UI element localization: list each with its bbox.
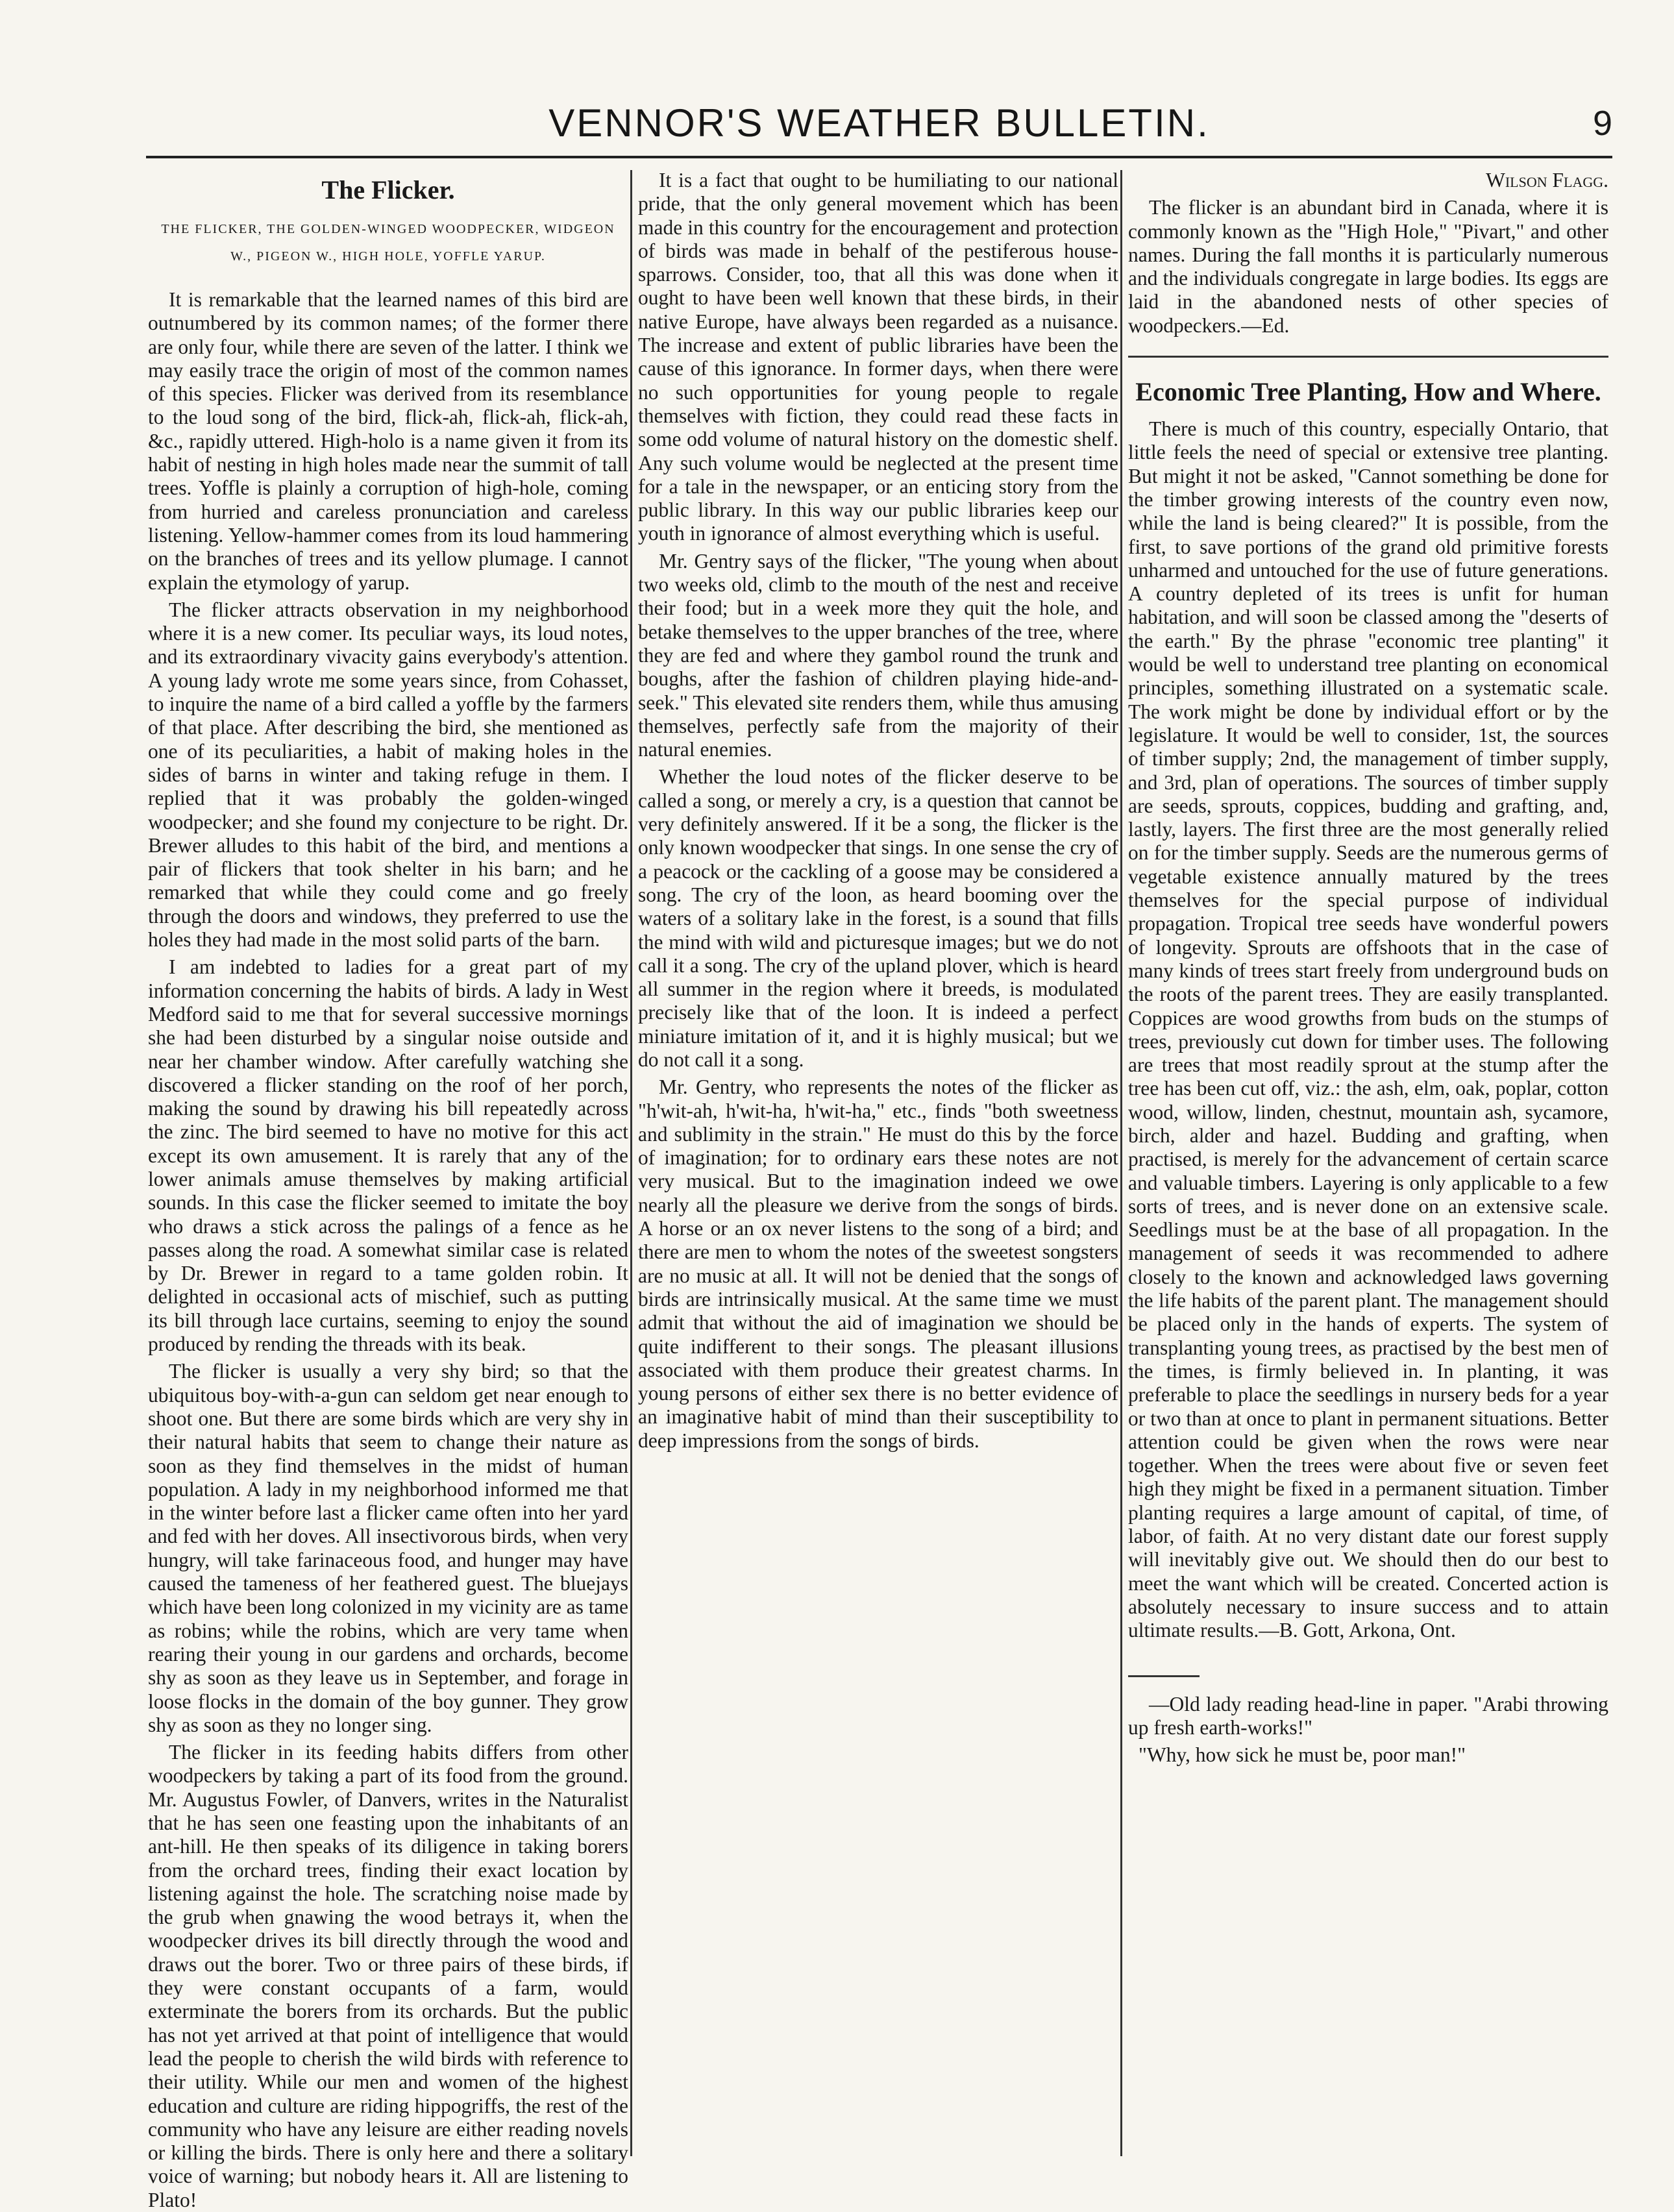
article-paragraph: Whether the loud notes of the flicker deserve to be called a song, or merely a cry, is a question that cannot be very definitely answered. If it be a song, the flicker is the only known woodpecker that sings. In one sense the cry of a peacock or the cackling of a goose may be considered a song. The cry of the loon, as heard booming over the waters of a solitary lake in the forest, is a sound that fills the mind with wild and picturesque images; but we do not call it a song. The cry of the upland plover, which is heard all summer in the region where it breeds, is modulated precisely like that of the loon. It is indeed a perfect miniature imitation of it, and it is highly musical; but we do not call it a song. <box>638 765 1118 1071</box>
column-divider <box>1120 170 1122 2156</box>
article-paragraph: The flicker attracts observation in my neighborhood where it is a new comer. Its peculiar ways, its loud notes, and its extraordinary vivacity gains everybody's attention. A young lady wrote me some years since, from Cohasset, to inquire the name of a bird called a yoffle by the farmers of that place. After describing the bird, she mentioned as one of its peculiarities, a habit of making holes in the sides of barns in winter and taking refuge in them. I replied that it was probably the golden-winged woodpecker; and she found my conjecture to be right. Dr. Brewer alludes to this habit of the bird, and mentions a pair of flickers that took shelter in his barn; and he remarked that while they could come and go freely through the doors and windows, they preferred to use the holes they had made in the most solid parts of the barn. <box>148 598 628 952</box>
article-separator <box>1128 356 1608 358</box>
article-subtitle: THE FLICKER, THE GOLDEN-WINGED WOODPECKER, WIDGEON W., PIGEON W., HIGH HOLE, YOFFLE YARUP. <box>161 222 615 264</box>
filler-text: —Old lady reading head-line in paper. "Arabi throwing up fresh earth-works!" <box>1128 1692 1608 1739</box>
column-2 <box>638 169 1118 2161</box>
short-rule <box>1128 1675 1200 1677</box>
page-header <box>146 97 1612 149</box>
column-1 <box>148 169 629 2211</box>
page-number: 9 <box>1592 104 1612 143</box>
publication-title: VENNOR'S WEATHER BULLETIN. <box>548 101 1210 145</box>
column-3 <box>1128 169 1608 2161</box>
article-paragraph: The flicker is usually a very shy bird; so that the ubiquitous boy-with-a-gun can seldom get near enough to shoot one. But there are some birds which are very shy in their natural habits that seem to change their nature as soon as they find themselves in the midst of human population. A lady in my neighborhood informed me that in the winter before last a flicker came often into her yard and fed with her doves. All insectivorous birds, when very hungry, will take farinaceous food, and hunger may have caused the tameness of her feathered guest. The bluejays which have been long colonized in my vicinity are as tame as robins; while the robins, which are very tame when rearing their young in our gardens and orchards, become shy as soon as they leave us in September, and forage in loose flocks in the domain of the boy gunner. They grow shy as soon as they no longer sing. <box>148 1360 629 1736</box>
article-paragraph: There is much of this country, especially Ontario, that little feels the need of special or extensive tree planting. But might it not be asked, "Cannot something be done for the timber growing interests of the country even now, while the land is being cleared?" It is possible, from the first, to save portions of the grand old primitive forests unharmed and untouched for the use of future generations. A country depleted of its trees is unfit for human habitation, and will soon be classed among the "deserts of the earth." By the phrase "economic tree planting" it would be well to understand tree planting on economical principles, something illustrated on a systematic scale. The work might be done by individual effort or by the legislature. It would be well to consider, 1st, the sources of timber supply; 2nd, the management of timber supply, and 3rd, plan of operations. The sources of timber supply are seeds, sprouts, coppices, budding and grafting, and, lastly, layers. The first three are the most generally relied on for the timber supply. Seeds are the numerous germs of vegetable existence annually matured by the trees themselves for the special purpose of individual propagation. Tropical tree seeds have wonderful powers of longevity. Sprouts are offshoots that in the case of many kinds of trees start freely from underground buds on the roots of the parent trees. They are easily transplanted. Coppices are wood growths from buds on the stumps of trees, previously cut down for timber uses. The following are trees that most readily sprout at the stump after the tree has been cut off, viz.: the ash, elm, oak, poplar, cotton wood, willow, linden, chestnut, mountain ash, sycamore, birch, alder and hazel. Budding and grafting, when practised, is merely for the advancement of certain scarce and valuable timbers. Layering is only applicable to a few sorts of trees, and is never done on an extensive scale. Seedlings must be at the base of all propagation. In the management of seeds it was recommended to adhere closely to the known and acknowledged laws governing the life habits of the parent plant. The management should be placed only in the hands of experts. The system of transplanting young trees, as practised by the best men of the times, is firmly believed in. In planting, it was preferable to place the seedlings in nursery beds for a year or two than at once to plant in permanent situations. Better attention could be given when the rows were near together. When the trees were about five or seven feet high they might be fixed in a permanent situation. Timber planting requires a large amount of capital, of time, of labor, of faith. At no very distant date our forest supply will inevitably give out. We should then do our best to meet the want which will be created. Concerted action is absolutely necessary to insure success and to attain ultimate results.—B. Gott, Arkona, Ont. <box>1128 417 1608 1642</box>
article-paragraph: Mr. Gentry, who represents the notes of the flicker as "h'wit-ah, h'wit-ha, h'wit-ha," etc., finds "both sweetness and sublimity in the strain." He must do this by the force of imagination; for to ordinary ears these notes are not very musical. But to the imagination indeed we owe nearly all the pleasure we derive from the songs of birds. A horse or an ox never listens to the song of a bird; and there are men to whom the notes of the sweetest songsters are no music at all. It will not be denied that the songs of birds are intrinsically musical. At the same time we must admit that without the aid of imagination we should be quite indifferent to their songs. The pleasant illusions associated with them produce their greatest charms. In young persons of either sex there is no better evidence of an imaginative habit of mind than their susceptibility to deep impressions from the songs of birds. <box>638 1075 1118 1452</box>
article-paragraph: The flicker in its feeding habits differs from other woodpeckers by taking a part of its food from the ground. Mr. Augustus Fowler, of Danvers, writes in the Naturalist that he has seen one feasting upon the inhabitants of an ant-hill. He then speaks of its diligence in taking borers from the orchard trees, finding their exact location by listening against the hole. The scratching noise made by the grub when gnawing the wood betrays it, when the woodpecker drives its bill directly through the wood and draws out the borer. Two or three pairs of these birds, if they were constant occupants of a farm, would exterminate the borers from its orchards. But the public has not yet arrived at that point of intelligence that would lead the people to cherish the wild birds with reference to their utility. While our men and women of the highest education and culture are riding hippogriffs, the rest of the community who have any leisure are either reading novels or killing the birds. There is only here and there a solitary voice of warning; but nobody hears it. All are listening to Plato! <box>148 1741 628 2211</box>
column-divider <box>630 170 632 2156</box>
filler-text: "Why, how sick he must be, poor man!" <box>1139 1743 1466 1767</box>
article-paragraph: It is remarkable that the learned names of this bird are outnumbered by its common names; of the former there are only four, while there are seven of the latter. I think we may easily trace the origin of most of the common names of this species. Flicker was derived from its resemblance to the loud song of the bird, flick-ah, flick-ah, flick-ah, &c., rapidly uttered. High-holo is a name given it from its habit of nesting in high holes made near the summit of tall trees. Yoffle is plainly a corruption of high-hole, coming from hurried and careless pronunciation and careless listening. Yellow-hammer comes from its loud hammering on the branches of trees and its yellow plumage. I cannot explain the etymology of yarup. <box>148 288 628 594</box>
article-title: Economic Tree Planting, How and Where. <box>1135 377 1601 407</box>
article-paragraph: It is a fact that ought to be humiliating to our national pride, that the only general movement which has been made in this country for the encouragement and protection of birds was made in behalf of the pestiferous house-sparrows. Consider, too, that all this was done when it ought to have been well known that these birds, in their native Europe, have always been regarded as a nuisance. The increase and extent of public libraries have been the cause of this ignorance. In former days, when there were no such opportunities for young people to regale themselves with fiction, they could read these facts in some odd volume of natural history on the domestic shelf. Any such volume would be neglected at the present time for a tale in the newspaper, or an enticing story from the public library. In this way our public libraries keep our youth in ignorance of almost everything which is useful. <box>638 169 1118 545</box>
article-paragraph: I am indebted to ladies for a great part of my information concerning the habits of birds. A lady in West Medford said to me that for several successive mornings she had been disturbed by a singular noise outside and near her chamber window. After carefully watching she discovered a flicker standing on the roof of her porch, making the sound by drawing his bill repeatedly across the zinc. The bird seemed to have no motive for this act except its own amusement. It is rarely that any of the lower animals amuse themselves by making artificial sounds. In this case the flicker seemed to imitate the boy who draws a stick across the palings of a fence as he passes along the road. A somewhat similar case is related by Dr. Brewer in regard to a tame golden robin. It delighted in occasional acts of mischief, such as putting its bill through lace curtains, seeming to enjoy the sound produced by rending the threads with its beak. <box>148 955 628 1356</box>
author-signature: Wilson Flagg. <box>1486 169 1608 191</box>
editor-note: The flicker is an abundant bird in Canada, where it is commonly known as the "High Hole," "Pivart," and other names. During the fall months it is particularly numerous and the individuals congregate in large bodies. Its eggs are laid in the abandoned nests of other species of woodpeckers.—Ed. <box>1128 196 1608 337</box>
header-rule <box>146 156 1612 158</box>
article-title: The Flicker. <box>321 175 455 204</box>
article-paragraph: Mr. Gentry says of the flicker, "The young when about two weeks old, climb to the mouth of the nest and receive their food; but in a week more they quit the hole, and betake themselves to the upper branches of the tree, where they are fed and where they gambol round the trunk and boughs, after the fashion of children playing hide-and-seek." This elevated site renders them, while thus amusing themselves, perfectly safe from the majority of their natural enemies. <box>638 549 1118 761</box>
